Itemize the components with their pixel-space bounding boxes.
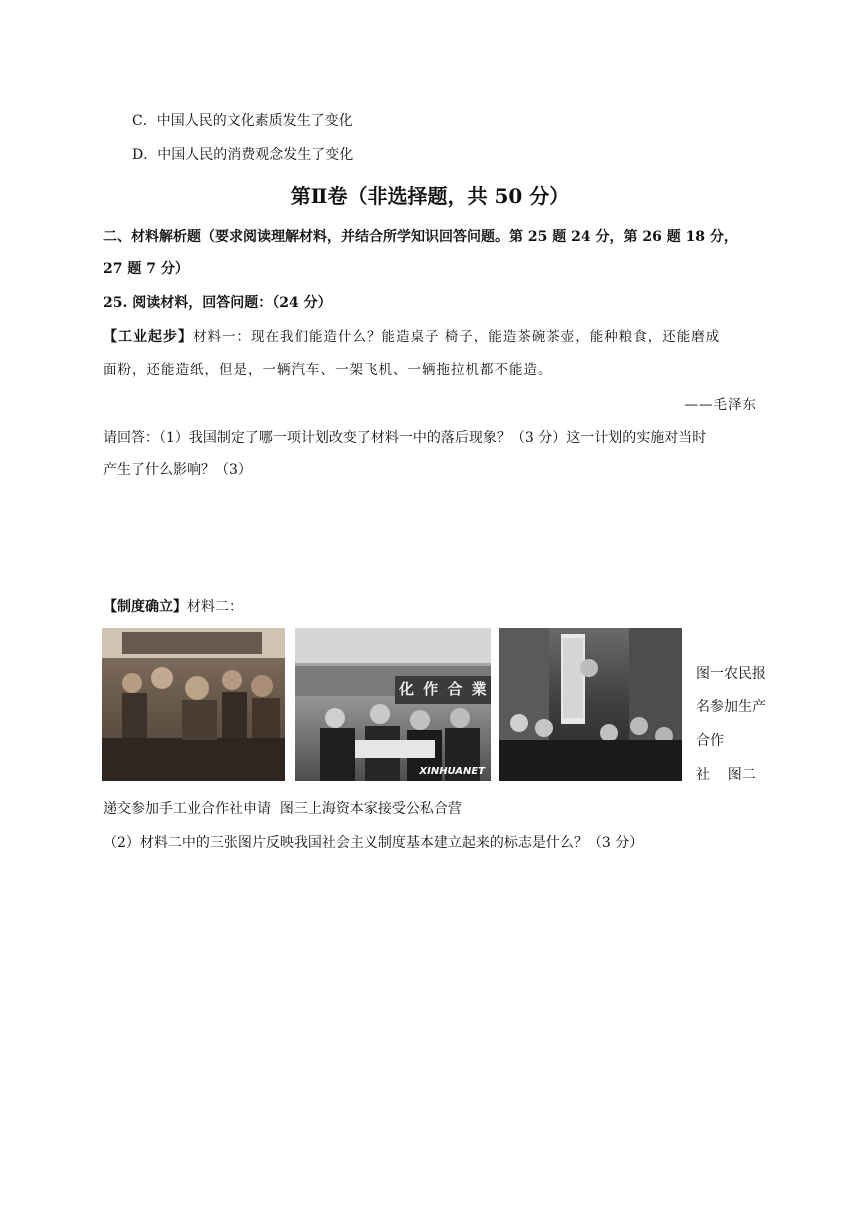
caption-side-line3: 合作 [696,733,724,749]
photo-2-sign: 化 作 合 業 [399,680,489,698]
option-c: C．中国人民的文化素质发生了变化 [132,113,353,129]
section-instructions-line2: 27 题 7 分） [103,261,189,277]
material-1-tag: 【工业起步】 [103,329,193,345]
photo-3-capitalists-accept-joint-ownership [499,628,682,781]
question-2: （2）材料二中的三张图片反映我国社会主义制度基本建立起来的标志是什么？（3 分） [103,835,644,851]
material-1-line1 [103,325,720,346]
question-1-line1: 请回答：（1）我国制定了哪一项计划改变了材料一中的落后现象？（3 分）这一计划的实施对当时 [103,430,707,446]
material-1-text: 材料一：现在我们能造什么？能造桌子 椅子，能造茶碗茶壶，能种粮食，还能磨成 [193,329,721,345]
caption-side-line1: 图一农民报 [696,666,766,682]
photo-1-scene [102,628,285,781]
option-d: D．中国人民的消费观念发生了变化 [132,147,354,163]
photo-2-handicraft-cooperative [295,628,491,781]
material-1-line2: 面粉，还能造纸，但是，一辆汽车、一架飞机、一辆拖拉机都不能造。 [103,362,553,378]
caption-side-line2: 名参加生产 [696,699,766,715]
material-1-attribution: ——毛泽东 [684,397,757,413]
material-2-heading [103,596,243,616]
section-title: 第Ⅱ卷（非选择题，共 50 分） [290,184,570,208]
question-1-line2: 产生了什么影响？（3） [103,462,252,478]
material-2-tag: 【制度确立】 [103,599,187,615]
section-instructions-line1: 二、材料解析题（要求阅读理解材料，并结合所学知识回答问题。第 25 题 24 分，第 26 题 18 分， [103,229,738,245]
material-2-label: 材料二： [187,599,243,615]
caption-side-line4: 社 图二 [696,767,756,783]
photo-2-watermark: XINHUANET [419,766,485,777]
photo-3-scene [499,628,682,781]
question-25-header: 25. 阅读材料，回答问题：（24 分） [103,295,332,311]
photo-1-farmers-register [102,628,285,781]
photo-2-scene [295,628,491,781]
caption-bottom: 递交参加手工业合作社申请 图三上海资本家接受公私合营 [103,801,462,817]
